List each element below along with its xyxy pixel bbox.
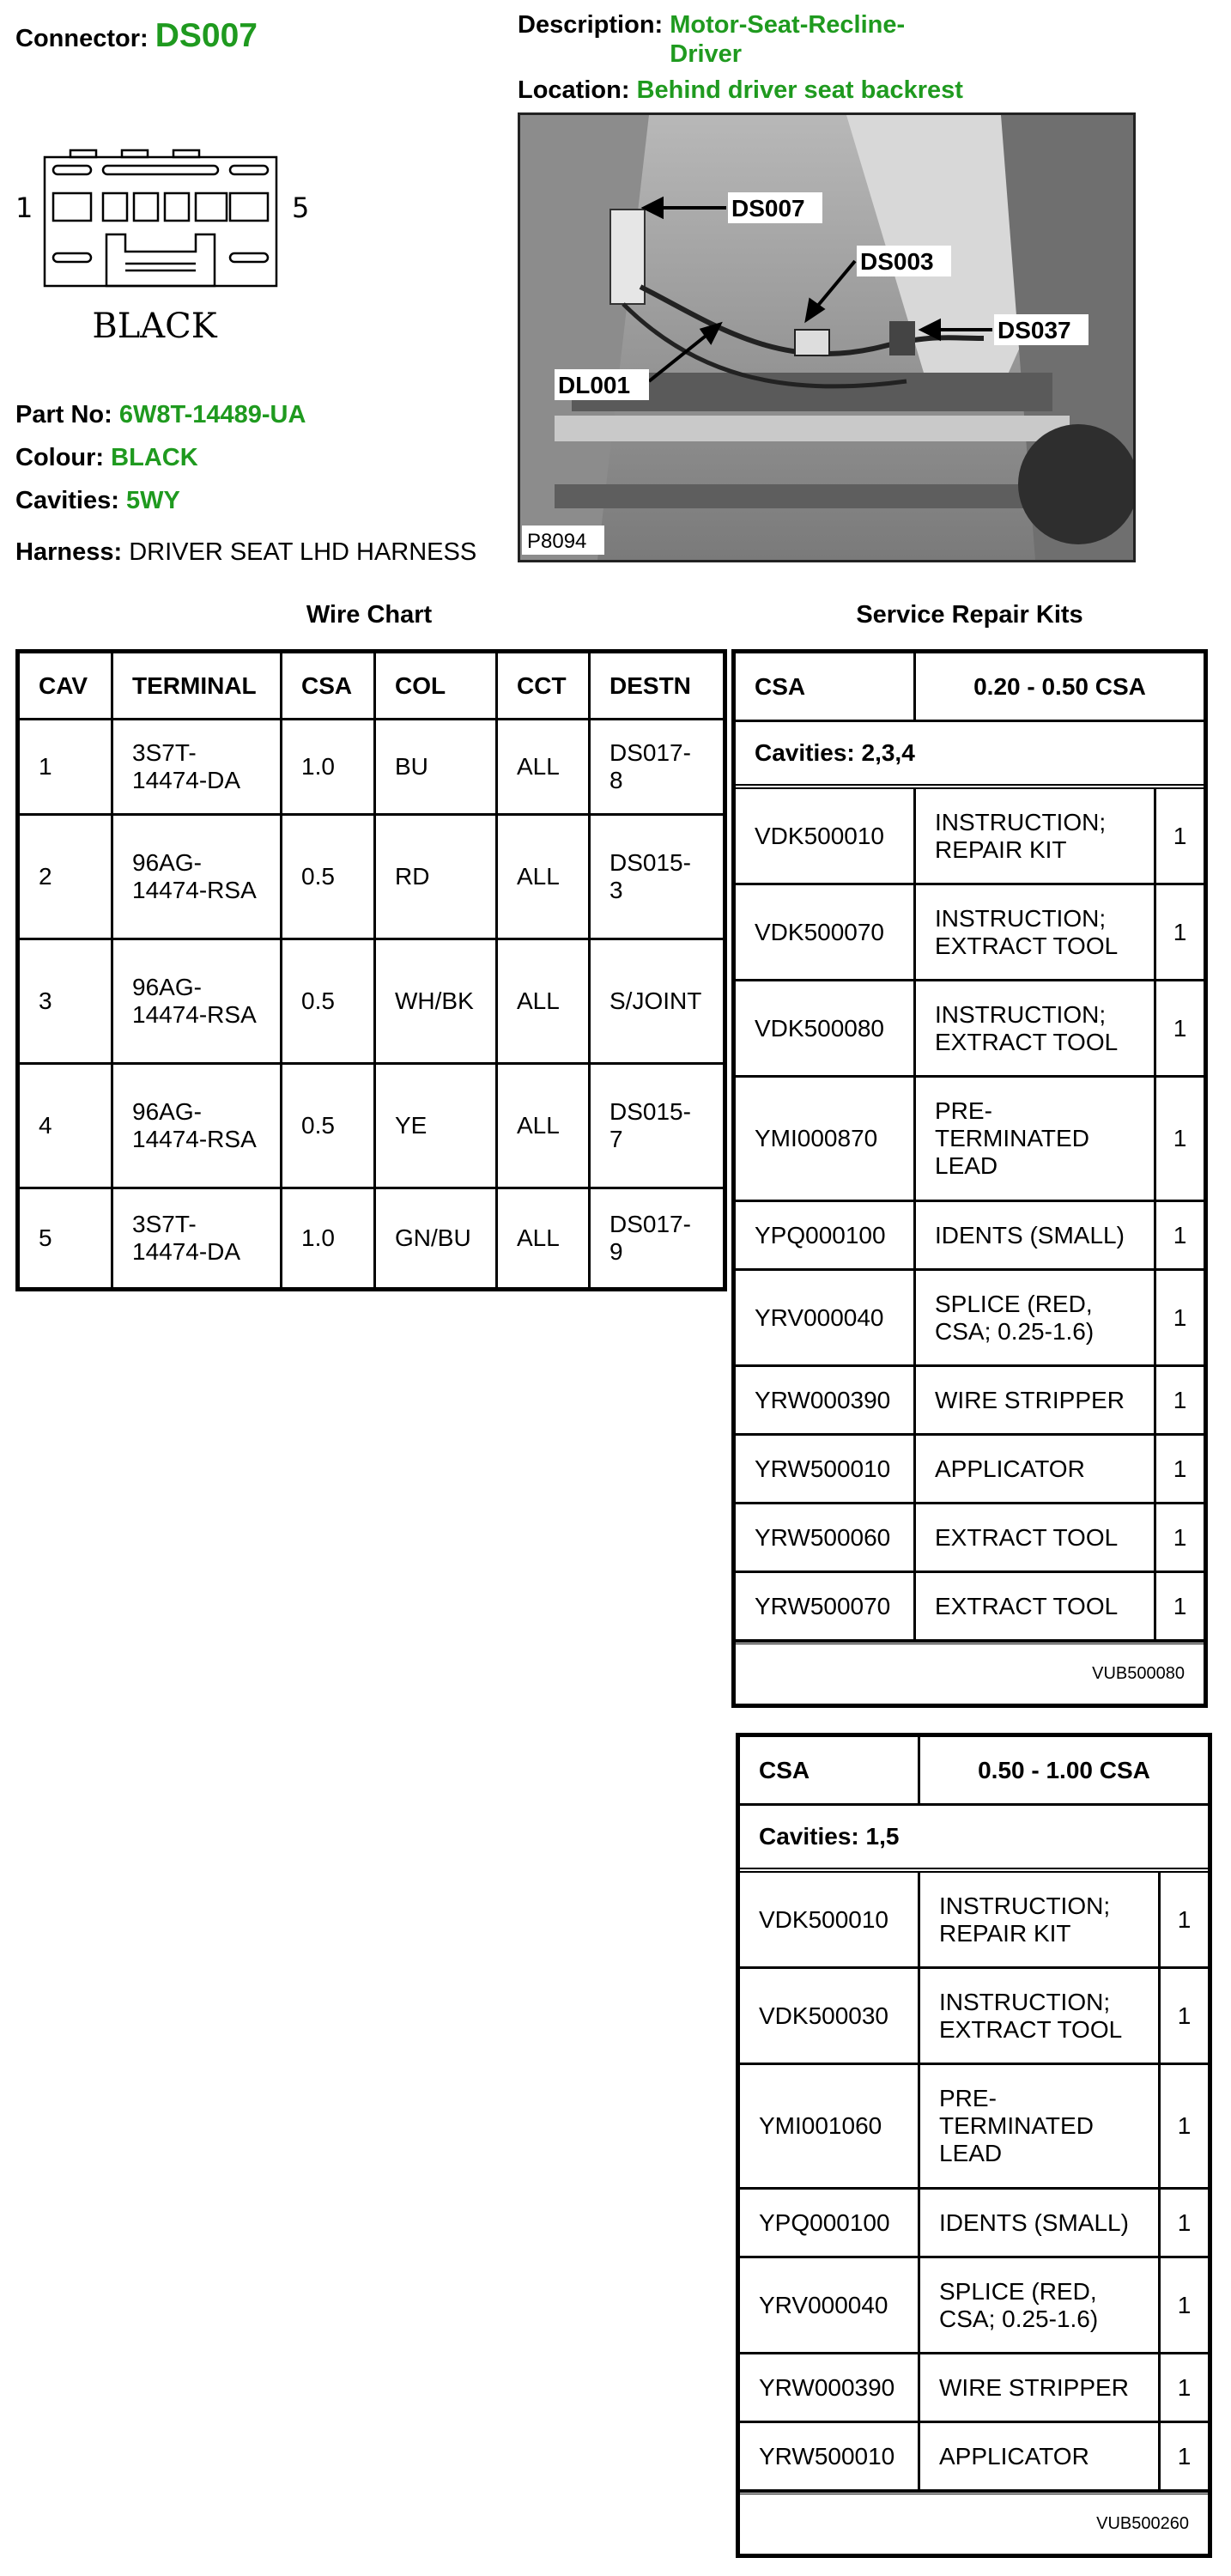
kit-part-qty: 1 (1156, 1436, 1204, 1504)
location-line (518, 76, 963, 105)
table-row (20, 940, 723, 1065)
table-row (736, 885, 1204, 981)
table-row (736, 1367, 1204, 1436)
table-row (736, 1504, 1204, 1573)
kit-part-qty: 1 (1156, 1504, 1204, 1573)
kit-part-description: SPLICE (RED, CSA; 0.25-1.6) (920, 2258, 1161, 2354)
kit-part-number: VDK500070 (736, 885, 916, 981)
kit-part-description: INSTRUCTION; REPAIR KIT (920, 1873, 1161, 1969)
cell-csa: 0.5 (282, 1065, 376, 1189)
location-label: Location: (518, 76, 630, 104)
kit-part-description: APPLICATOR (916, 1436, 1156, 1504)
table-row (740, 2190, 1208, 2258)
kit-cavities: Cavities: 2,3,4 (736, 722, 1204, 789)
col-header-terminal: TERMINAL (113, 653, 282, 720)
harness-value: DRIVER SEAT LHD HARNESS (129, 538, 477, 566)
harness-label: Harness: (15, 538, 123, 566)
table-row (740, 1969, 1208, 2065)
kit-part-number: YRW500060 (736, 1504, 916, 1573)
cell-terminal: 96AG-14474-RSA (113, 1065, 282, 1189)
description-value: Motor-Seat-Recline-Driver (670, 11, 906, 68)
col-header-cct: CCT (498, 653, 591, 720)
cell-col: YE (376, 1065, 498, 1189)
colour-label: Colour: (15, 444, 105, 471)
table-row (740, 2065, 1208, 2190)
connector-face-diagram (9, 142, 352, 356)
part-no-value: 6W8T-14489-UA (118, 401, 306, 428)
location-value: Behind driver seat backrest (636, 76, 963, 104)
kit-part-number: VDK500010 (740, 1873, 920, 1969)
kit-part-qty: 1 (1161, 2354, 1208, 2423)
connector-heading (15, 17, 258, 55)
service-repair-kits-title: Service Repair Kits (856, 601, 1083, 629)
cell-cav: 2 (20, 816, 113, 940)
description-line (518, 10, 963, 69)
table-row (20, 720, 723, 816)
kit-part-qty: 1 (1156, 1573, 1204, 1642)
kit-header-row (736, 653, 1204, 722)
kit-part-description: INSTRUCTION; EXTRACT TOOL (916, 981, 1156, 1078)
kit-csa-label: CSA (740, 1737, 920, 1806)
kit-csa-range: 0.20 - 0.50 CSA (916, 653, 1204, 722)
kit-csa-range: 0.50 - 1.00 CSA (920, 1737, 1208, 1806)
kit-cavities-row (740, 1806, 1208, 1873)
cell-cct: ALL (498, 720, 591, 816)
kit-part-qty: 1 (1161, 1969, 1208, 2065)
col-header-destn: DESTN (591, 653, 723, 720)
kit-part-description: PRE-TERMINATED LEAD (920, 2065, 1161, 2190)
connector-id: DS007 (155, 17, 258, 54)
kit-part-description: WIRE STRIPPER (916, 1367, 1156, 1436)
kit-part-qty: 1 (1156, 1367, 1204, 1436)
location-photo (518, 112, 1136, 562)
cell-cav: 1 (20, 720, 113, 816)
cell-csa: 1.0 (282, 720, 376, 816)
description-block (518, 10, 963, 105)
table-row (736, 1436, 1204, 1504)
col-header-col: COL (376, 653, 498, 720)
cell-destn: S/JOINT (591, 940, 723, 1065)
pin-5-label: 5 (292, 191, 310, 224)
wire-chart-table (15, 649, 727, 1291)
table-row (736, 1078, 1204, 1202)
table-row (736, 789, 1204, 885)
connector-outline (45, 150, 276, 286)
col-header-cav: CAV (20, 653, 113, 720)
kit-footer-row (736, 1642, 1204, 1704)
kit-part-description: PRE-TERMINATED LEAD (916, 1078, 1156, 1202)
kit-number: VUB500260 (740, 2492, 1208, 2554)
callout-ds037: DS037 (998, 317, 1071, 343)
kit-cavities-row (736, 722, 1204, 789)
kit-part-number: YRW500010 (740, 2423, 920, 2492)
table-row (20, 1065, 723, 1189)
cell-terminal: 3S7T-14474-DA (113, 1189, 282, 1287)
cell-destn: DS017-8 (591, 720, 723, 816)
kit-part-description: EXTRACT TOOL (916, 1504, 1156, 1573)
cell-cav: 3 (20, 940, 113, 1065)
kit-part-number: YPQ000100 (736, 1202, 916, 1271)
cell-cct: ALL (498, 816, 591, 940)
cell-col: BU (376, 720, 498, 816)
cell-csa: 0.5 (282, 940, 376, 1065)
kit-part-description: APPLICATOR (920, 2423, 1161, 2492)
kit-part-description: IDENTS (SMALL) (920, 2190, 1161, 2258)
kit-part-number: YRV000040 (740, 2258, 920, 2354)
table-row (736, 1202, 1204, 1271)
kit-part-description: EXTRACT TOOL (916, 1573, 1156, 1642)
callout-dl001: DL001 (558, 372, 631, 398)
kit-part-qty: 1 (1161, 2065, 1208, 2190)
kit-part-qty: 1 (1156, 1202, 1204, 1271)
kit-part-description: INSTRUCTION; EXTRACT TOOL (916, 885, 1156, 981)
kit-part-number: YRW000390 (740, 2354, 920, 2423)
photo-reference: P8094 (527, 530, 587, 553)
table-row (736, 1573, 1204, 1642)
cavities-value: 5WY (125, 487, 180, 514)
pin-1-label: 1 (15, 191, 33, 224)
kit-part-description: WIRE STRIPPER (920, 2354, 1161, 2423)
cell-col: WH/BK (376, 940, 498, 1065)
kit-part-qty: 1 (1156, 981, 1204, 1078)
connector-label: Connector: (15, 25, 149, 52)
table-row (736, 981, 1204, 1078)
part-no-label: Part No: (15, 401, 112, 428)
cell-terminal: 96AG-14474-RSA (113, 940, 282, 1065)
location-photo-illustration (520, 115, 1133, 560)
kit-part-qty: 1 (1156, 789, 1204, 885)
cell-terminal: 96AG-14474-RSA (113, 816, 282, 940)
kit-part-qty: 1 (1156, 885, 1204, 981)
kit-part-qty: 1 (1156, 1078, 1204, 1202)
kit-part-number: YRV000040 (736, 1271, 916, 1367)
kit-footer-row (740, 2492, 1208, 2554)
cell-cct: ALL (498, 940, 591, 1065)
table-row (740, 1873, 1208, 1969)
wire-chart-title: Wire Chart (306, 601, 433, 629)
cell-csa: 0.5 (282, 816, 376, 940)
repair-kit-table-1 (731, 649, 1208, 1708)
kit-part-description: IDENTS (SMALL) (916, 1202, 1156, 1271)
kit-part-qty: 1 (1156, 1271, 1204, 1367)
cell-cav: 4 (20, 1065, 113, 1189)
cavities-line (15, 479, 476, 522)
cell-destn: DS015-7 (591, 1065, 723, 1189)
description-label: Description: (518, 11, 664, 39)
table-row (736, 1271, 1204, 1367)
colour-value: BLACK (111, 444, 198, 471)
cell-col: RD (376, 816, 498, 940)
callout-ds007: DS007 (731, 195, 805, 222)
kit-part-description: INSTRUCTION; REPAIR KIT (916, 789, 1156, 885)
cell-destn: DS017-9 (609, 1211, 691, 1265)
kit-number: VUB500080 (736, 1642, 1204, 1704)
kit-part-number: VDK500030 (740, 1969, 920, 2065)
kit-part-description: INSTRUCTION; EXTRACT TOOL (920, 1969, 1161, 2065)
cavities-label: Cavities: (15, 487, 119, 514)
part-no-line (15, 393, 476, 436)
kit-part-qty: 1 (1161, 2423, 1208, 2492)
cell-csa: 1.0 (282, 1189, 376, 1287)
connector-colour-caption: BLACK (92, 307, 217, 346)
kit-part-qty: 1 (1161, 1873, 1208, 1969)
kit-part-number: YMI000870 (736, 1078, 916, 1202)
wire-chart-header-row (20, 653, 723, 720)
colour-line (15, 436, 476, 479)
harness-line (15, 531, 476, 574)
callout-ds003: DS003 (860, 248, 934, 275)
kit-part-number: VDK500080 (736, 981, 916, 1078)
table-row (740, 2258, 1208, 2354)
cell-col: GN/BU (376, 1189, 498, 1287)
kit-part-number: YRW500010 (736, 1436, 916, 1504)
col-header-csa: CSA (282, 653, 376, 720)
part-info (15, 393, 476, 574)
kit-part-number: YRW500070 (736, 1573, 916, 1642)
kit-csa-label: CSA (736, 653, 916, 722)
kit-part-number: VDK500010 (736, 789, 916, 885)
kit-part-qty: 1 (1161, 2190, 1208, 2258)
repair-kit-table-2 (736, 1733, 1212, 2558)
table-row (740, 2354, 1208, 2423)
kit-part-description: SPLICE (RED, CSA; 0.25-1.6) (916, 1271, 1156, 1367)
cell-cct: ALL (498, 1065, 591, 1189)
cell-cav: 5 (20, 1189, 113, 1287)
table-row (740, 2423, 1208, 2492)
cell-terminal: 3S7T-14474-DA (113, 720, 282, 816)
kit-header-row (740, 1737, 1208, 1806)
cell-destn: DS015-3 (591, 816, 723, 940)
kit-cavities: Cavities: 1,5 (740, 1806, 1208, 1873)
cell-cct: ALL (498, 1189, 591, 1287)
kit-part-number: YPQ000100 (740, 2190, 920, 2258)
kit-part-number: YRW000390 (736, 1367, 916, 1436)
table-row (20, 1189, 723, 1287)
kit-part-number: YMI001060 (740, 2065, 920, 2190)
kit-part-qty: 1 (1161, 2258, 1208, 2354)
table-row (20, 816, 723, 940)
